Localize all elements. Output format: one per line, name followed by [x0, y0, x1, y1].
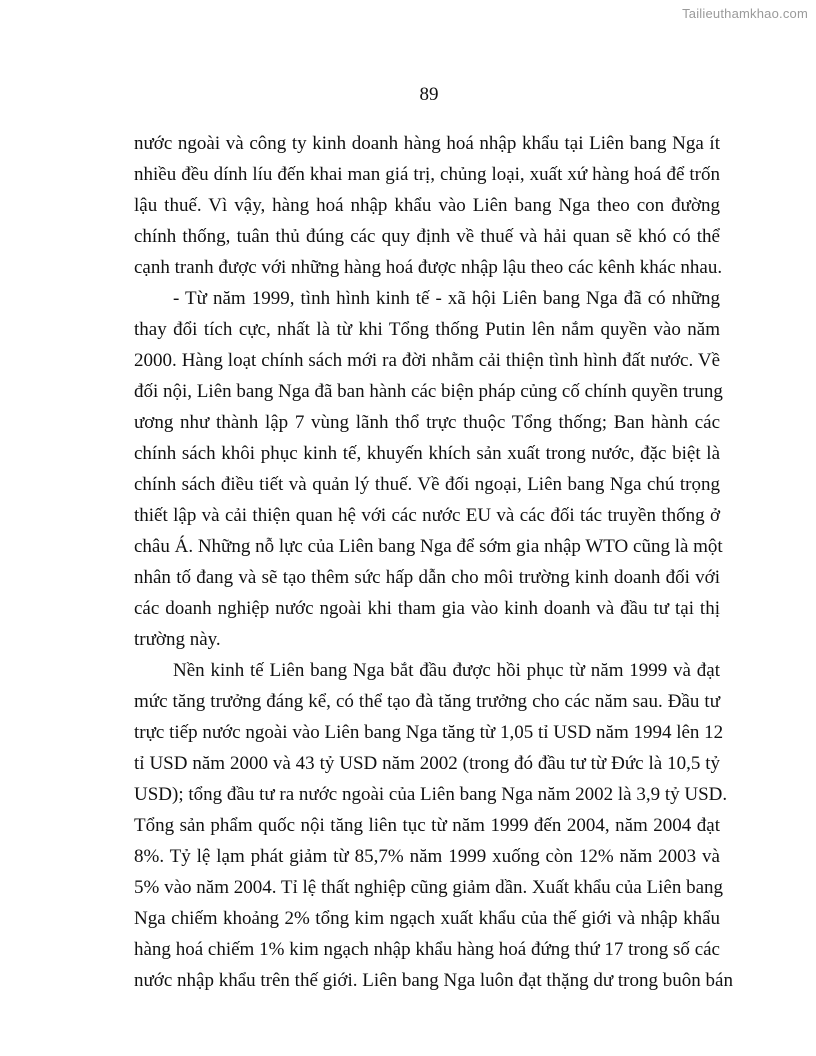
text-line: chính sách điều tiết và quản lý thuế. Về đối ngoại, Liên bang Nga chú trọng — [134, 474, 720, 495]
text-line: 2000. Hàng loạt chính sách mới ra đời nhằm cải thiện tình hình đất nước. Về — [134, 350, 720, 371]
text-line: USD); tổng đầu tư ra nước ngoài của Liên bang Nga năm 2002 là 3,9 tỷ USD. — [134, 784, 728, 805]
text-line: 5% vào năm 2004. Tỉ lệ thất nghiệp cũng giảm dần. Xuất khẩu của Liên bang — [134, 877, 724, 898]
text-line: nhân tố đang và sẽ tạo thêm sức hấp dẫn cho môi trường kinh doanh đối với — [134, 567, 720, 588]
text-line: chính sách khôi phục kinh tế, khuyến khích sản xuất trong nước, đặc biệt là — [134, 443, 720, 464]
body-text — [134, 128, 733, 996]
paragraph — [134, 283, 723, 655]
text-line: Tổng sản phẩm quốc nội tăng liên tục từ năm 1999 đến 2004, năm 2004 đạt — [134, 815, 720, 836]
page-number: 89 — [419, 84, 439, 105]
paragraph — [134, 128, 723, 283]
paragraph — [134, 655, 733, 996]
text-line: ương như thành lập 7 vùng lãnh thổ trực thuộc Tổng thống; Ban hành các — [134, 412, 720, 433]
text-line: châu Á. Những nỗ lực của Liên bang Nga để sớm gia nhập WTO cũng là một — [134, 536, 723, 557]
text-line: đối nội, Liên bang Nga đã ban hành các biện pháp củng cố chính quyền trung — [134, 381, 723, 402]
text-line: các doanh nghiệp nước ngoài khi tham gia vào kinh doanh và đầu tư tại thị — [134, 598, 720, 619]
watermark: Tailieuthamkhao.com — [682, 6, 808, 21]
text-line: lậu thuế. Vì vậy, hàng hoá nhập khẩu vào Liên bang Nga theo con đường — [134, 195, 720, 216]
text-line: nhiều đều dính líu đến khai man giá trị, chủng loại, xuất xứ hàng hoá để trốn — [134, 164, 720, 185]
text-line: trường này. — [134, 629, 221, 650]
text-line: nước nhập khẩu trên thế giới. Liên bang Nga luôn đạt thặng dư trong buôn bán — [134, 970, 733, 991]
text-line: trực tiếp nước ngoài vào Liên bang Nga tăng từ 1,05 tỉ USD năm 1994 lên 12 — [134, 722, 724, 743]
text-line: Nga chiếm khoảng 2% tổng kim ngạch xuất khẩu của thế giới và nhập khẩu — [134, 908, 720, 929]
text-line: cạnh tranh được với những hàng hoá được nhập lậu theo các kênh khác nhau. — [134, 257, 723, 278]
text-line: thiết lập và cải thiện quan hệ với các nước EU và các đối tác truyền thống ở — [134, 505, 720, 526]
text-line: Nền kinh tế Liên bang Nga bắt đầu được hồi phục từ năm 1999 và đạt — [173, 660, 720, 681]
text-line: thay đổi tích cực, nhất là từ khi Tổng thống Putin lên nắm quyền vào năm — [134, 319, 720, 340]
text-line: nước ngoài và công ty kinh doanh hàng hoá nhập khẩu tại Liên bang Nga ít — [134, 133, 720, 154]
text-line: hàng hoá chiếm 1% kim ngạch nhập khẩu hàng hoá đứng thứ 17 trong số các — [134, 939, 720, 960]
text-line: mức tăng trưởng đáng kể, có thể tạo đà tăng trưởng cho các năm sau. Đầu tư — [134, 691, 720, 712]
text-line: chính thống, tuân thủ đúng các quy định về thuế và hải quan sẽ khó có thể — [134, 226, 720, 247]
text-line: 8%. Tỷ lệ lạm phát giảm từ 85,7% năm 1999 xuống còn 12% năm 2003 và — [134, 846, 720, 867]
text-line: - Từ năm 1999, tình hình kinh tế - xã hội Liên bang Nga đã có những — [173, 288, 720, 309]
text-line: tỉ USD năm 2000 và 43 tỷ USD năm 2002 (trong đó đầu tư từ Đức là 10,5 tỷ — [134, 753, 720, 774]
